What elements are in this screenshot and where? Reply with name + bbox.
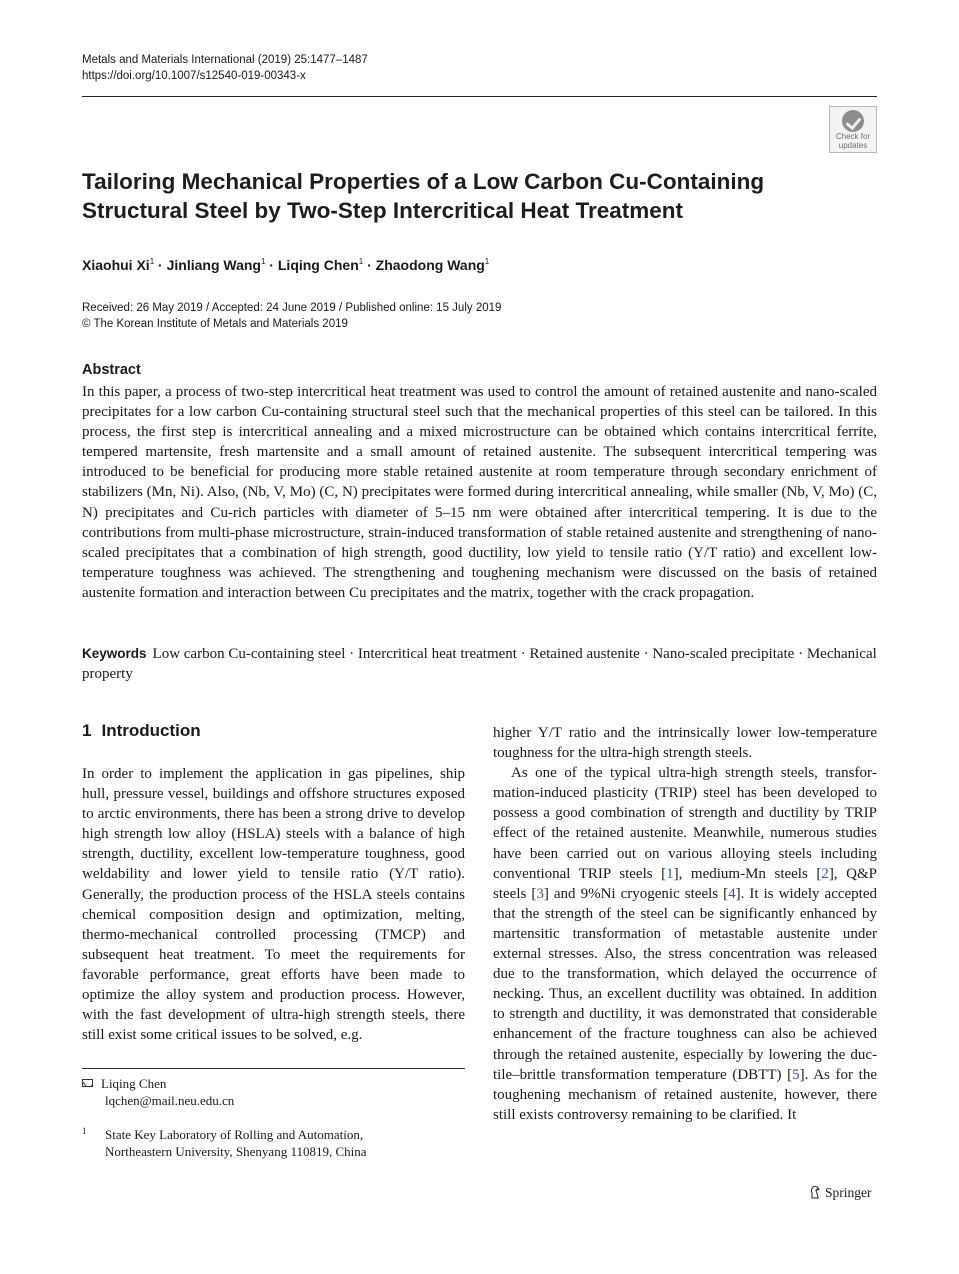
author-affiliation-marker: 1 (484, 257, 490, 266)
corresponding-author-name: Liqing Chen (101, 1076, 167, 1091)
keywords-heading: Keywords (82, 646, 147, 661)
author-list (82, 252, 489, 275)
journal-header (82, 52, 368, 84)
paragraph-text: ], medium-Mn steels [ (673, 865, 822, 882)
section-title: Introduction (101, 721, 201, 740)
author-name[interactable]: Xiaohui Xi (82, 257, 150, 273)
keywords-text: Low carbon Cu-containing steel · Intercritical heat treatment · Retained austenite · Nano-scaled precipitate · Mechanical property (82, 646, 877, 683)
paper-title (82, 167, 802, 225)
citation-link[interactable]: 4 (728, 885, 736, 902)
section-number: 1 (82, 721, 92, 740)
envelope-icon (82, 1079, 93, 1087)
title-line-2: Structural Steel by Two-Step Intercritical Heat Treatment (82, 198, 683, 223)
citation-link[interactable]: 5 (792, 1066, 800, 1083)
paragraph-text: ] and 9%Ni cryogenic steels [ (543, 885, 729, 902)
publication-dates (82, 300, 501, 332)
affiliation-line-2: Northeastern University, Shenyang 110819, China (105, 1144, 367, 1159)
citation-link[interactable]: 3 (536, 885, 544, 902)
crossmark-icon (842, 110, 864, 132)
date-history: Received: 26 May 2019 / Accepted: 24 June 2019 / Published online: 15 July 2019 (82, 302, 502, 314)
publisher-logo (809, 1184, 872, 1202)
author-affiliation-marker: 1 (149, 257, 155, 266)
affiliation-line-1: State Key Laboratory of Rolling and Automation, (105, 1127, 364, 1142)
author-affiliation-marker: 1 (358, 257, 364, 266)
abstract-text: In this paper, a process of two-step intercritical heat treatment was used to control the amount of retained austenite and nano-scaled precipitates for a low carbon Cu-containing structural steel such that the mechanical properties of this steel can be tailored. In this process, the first step is intercritical annealing and a mixed microstructure can be obtained which contains intercritical ferrite, tempered martensite, fresh martensite and a small amount of retained austenite. The subsequent intercritical tempering was introduced to be beneficial for producing more stable retained austenite at room temperature through secondary enrichment of stabilizers (Mn, Ni). Also, (Nb, V, Mo) (C, N) precipitates were formed during intercritical annealing, while smaller (Nb, V, Mo) (C, N) precipitates and Cu-rich particles with diameter of 5–15 nm were obtained after intercritical tempering. It is due to the contributions from multi-phase microstructure, strain-induced transformation of stable retained austenite and strengthening of nano-scaled precipitates that a combination of high strength, good ductility, low yield to tensile ratio (Y/T ratio) and excellent low-temperature toughness was achieved. The strengthening and toughening mechanism were discussed on the basis of retained austenite formation and interaction between Cu precipitates and the matrix, together with the crack propagation. (82, 384, 877, 601)
author-name[interactable]: Zhaodong Wang (375, 257, 485, 273)
citation-link[interactable]: 2 (821, 865, 829, 882)
author-name[interactable]: Jinliang Wang (166, 257, 261, 273)
citation-link[interactable]: 1 (666, 865, 674, 882)
author-separator: · (363, 257, 376, 273)
corresponding-author-footnote (82, 1075, 234, 1109)
keywords-block (82, 644, 877, 684)
crossmark-label-1: Check for (835, 132, 871, 141)
body-left-column: In order to implement the application in gas pipelines, ship hull, pressure vessel, buildings and offshore structures exposed to arctic environments, there has been a strong drive to develop high strength low alloy (HSLA) steels with a balance of high strength, ductility, excellent low-temperature toughness, good weldability and lower yield to tensile ratio (Y/T ratio). Generally, the production process of the HSLA steels contains chemical composition design and optimization, melting, thermo-mechanical controlled processing (TMCP) and subsequent heat treatment. To meet the requirements for favorable performance, great efforts have been made to optimize the alloy system and production process. However, with the fast development of ultra-high strength steels, there still exist some critical issues to be solved, e.g. (82, 766, 465, 1044)
copyright-line: © The Korean Institute of Metals and Materials 2019 (82, 318, 348, 330)
author-name[interactable]: Liqing Chen (277, 257, 359, 273)
paragraph-text: As one of the typical ultra-high strength steels, transformation-induced plasticity (TRIP) steel has been developed to possess a good combination of strength and ductility by TRIP effect of the retained austenite. Meanwhile, numerous studies have been carried out on various alloying steels including conventional TRIP steels [ (493, 765, 877, 882)
author-separator: · (154, 257, 167, 273)
corresponding-author-email[interactable]: lqchen@mail.neu.edu.cn (105, 1093, 235, 1108)
paragraph (493, 763, 877, 1125)
title-line-1: Tailoring Mechanical Properties of a Low Carbon Cu-Containing (82, 169, 765, 194)
paragraph-text: ]. As for the toughening mechanism of retained austenite, however, there still exists controversy remaining to be clarified. It (493, 1066, 878, 1123)
check-for-updates-badge[interactable] (829, 106, 877, 153)
paragraph: higher Y/T ratio and the intrinsically lower low-temperature toughness for the ultra-high strength steels. (493, 725, 877, 762)
body-right-column (493, 723, 877, 1125)
journal-citation: Metals and Materials International (2019) 25:1477–1487 (82, 54, 368, 66)
paragraph-text: ], Q&P steels [ (493, 865, 877, 902)
abstract-heading: Abstract (82, 362, 141, 378)
section-heading (82, 721, 201, 741)
paragraph-text: ]. It is widely accepted that the strength of the steel can be significantly enhanced by martensitic transformation of metastable austenite under external stresses. Also, the stress concentration was released due to the transformation, which delayed the occurrence of necking. Thus, an excellent ductility was obtained. In addition to strength and ductility, it was demonstrated that considerable enhancement of the fracture toughness can also be achieved through the retained austenite, especially by lowering the ductile–brittle transformation temperature (DBTT) [ (493, 885, 877, 1083)
publisher-name: Springer (825, 1185, 872, 1200)
springer-horse-icon (809, 1185, 821, 1199)
author-separator: · (265, 257, 278, 273)
affiliation-footnote (82, 1123, 367, 1160)
header-rule (82, 96, 877, 97)
footnote-rule (82, 1068, 465, 1069)
affiliation-number: 1 (82, 1126, 87, 1136)
author-affiliation-marker: 1 (260, 257, 266, 266)
crossmark-label-2: updates (838, 141, 868, 150)
doi-link[interactable]: https://doi.org/10.1007/s12540-019-00343-x (82, 70, 306, 82)
